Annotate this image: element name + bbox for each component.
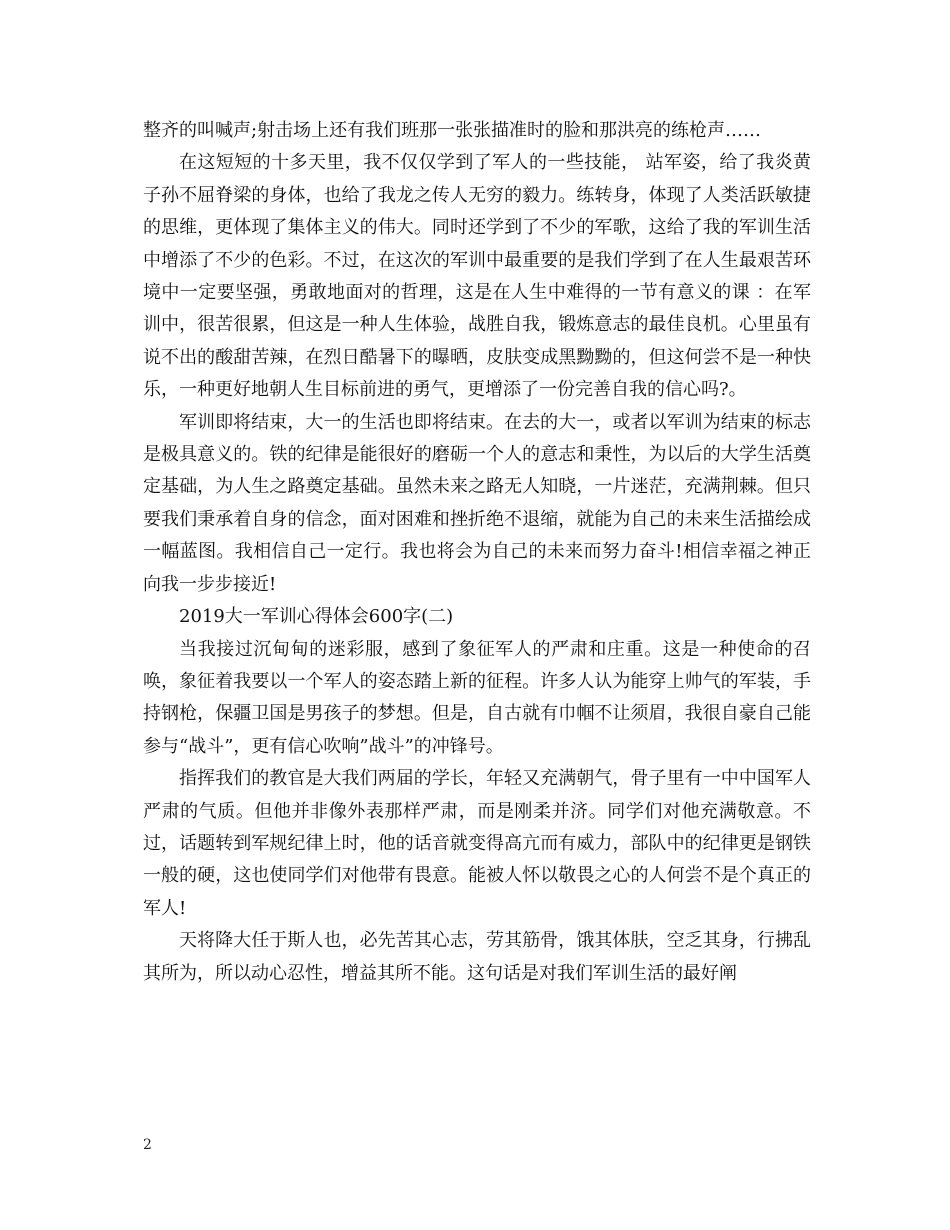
paragraph-quote: 天将降大任于斯人也，必先苦其心志，劳其筋骨，饿其体肤，空乏其身，行拂乱其所为，所以动心忍性，增益其所不能。这句话是对我们军训生活的最好阐 [143,930,811,984]
paragraph-uniform: 当我接过沉甸甸的迷彩服，感到了象征军人的严肃和庄重。这是一种使命的召唤，象征着我要以一个军人的姿态踏上新的征程。许多人认为能穿上帅气的军装，手持钢枪，保疆卫国是男孩子的梦想。但是，自古就有巾帼不让须眉，我很自豪自己能参与“战斗”，更有信心吹响”战斗”的冲锋号。 [143,638,811,757]
paragraph-military-skills: 在这短短的十多天里，我不仅仅学到了军人的一些技能， 站军姿，给了我炎黄子孙不屈脊梁的身体，也给了我龙之传人无穷的毅力。练转身，体现了人类活跃敏捷的思维，更体现了集体主义的伟大。同时还学到了不少的军歌，这给了我的军训生活中增添了不少的色彩。不过，在这次的军训中最重要的是我们学到了在人生最艰苦环境中一定要坚强，勇敢地面对的哲理，这是在人生中难得的一节有意义的课 ：在军训中，很苦很累，但这是一种人生体验，战胜自我，锻炼意志的最佳良机。心里虽有说不出的酸甜苦辣，在烈日酷暑下的曝晒，皮肤变成黑黝黝的，但这何尝不是一种快乐，一种更好地朝人生目标前进的勇气，更增添了一份完善自我的信心吗?。 [143,152,811,401]
section-heading: 2019大一军训心得体会600字(二) [179,606,454,628]
document-body [143,115,811,990]
paragraph-training-end: 军训即将结束，大一的生活也即将结束。在去的大一，或者以军训为结束的标志是极具意义的。铁的纪律是能很好的磨砺一个人的意志和秉性，为以后的大学生活奠定基础，为人生之路奠定基础。虽然未来之路无人知晓，一片迷茫，充满荆棘。但只要我们秉承着自身的信念，面对困难和挫折绝不退缩，就能为自己的未来生活描绘成一幅蓝图。我相信自己一定行。我也将会为自己的未来而努力奋斗!相信幸福之神正向我一步步接近! [143,411,811,595]
paragraph-instructor: 指挥我们的教官是大我们两届的学长，年轻又充满朝气，骨子里有一中中国军人严肃的气质。但他并非像外表那样严肃，而是刚柔并济。同学们对他充满敬意。不过，话题转到军规纪律上时，他的话音就变得高亢而有威力，部队中的纪律更是钢铁一般的硬，这也使同学们对他带有畏意。能被人怀以敬畏之心的人何尝不是个真正的军人! [143,768,811,919]
page-number: 2 [143,1137,152,1153]
paragraph-continuation: 整齐的叫喊声;射击场上还有我们班那一张张描准时的脸和那洪亮的练枪声…… [143,120,762,141]
